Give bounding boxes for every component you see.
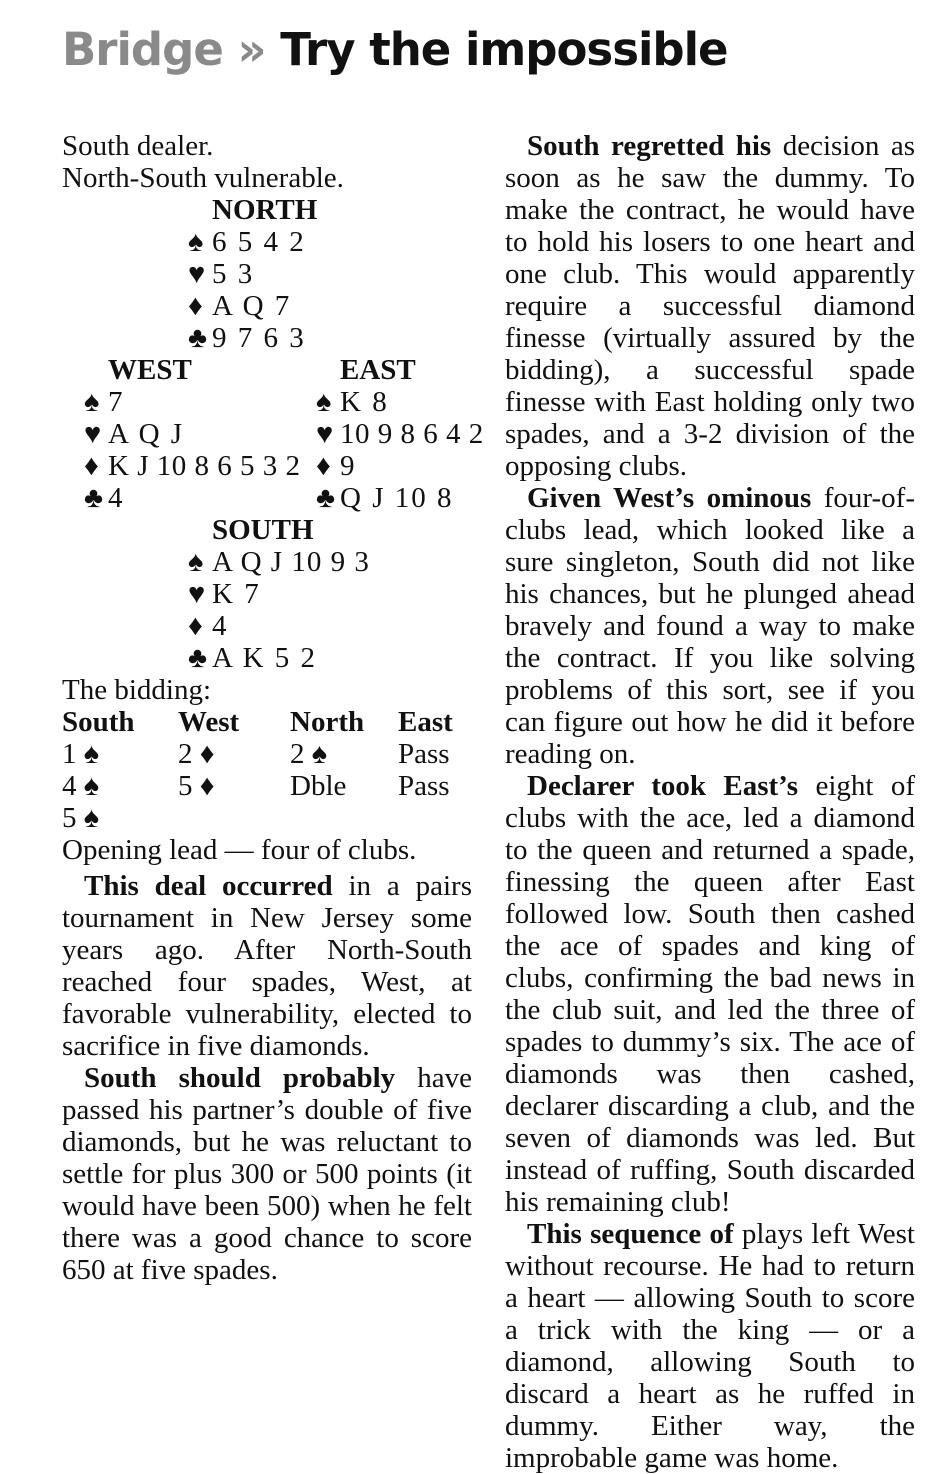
bidding-header-west: West [178, 706, 240, 738]
bidding-label: The bidding: [62, 674, 212, 706]
south-label: SOUTH [212, 514, 314, 546]
south-hearts: ♥ K 7 [188, 578, 261, 610]
bid-cell: 1 ♠ [62, 738, 100, 770]
opening-lead: Opening lead — four of clubs. [62, 834, 417, 866]
club-icon: ♣ [316, 482, 336, 514]
heart-icon: ♥ [84, 418, 102, 450]
north-hearts: ♥ 5 3 [188, 258, 255, 290]
east-label: EAST [340, 354, 416, 386]
section-label: Bridge [62, 23, 223, 76]
bid-cell: 5 ♦ [178, 770, 215, 802]
paragraph-lead: This deal occurred [84, 870, 333, 902]
paragraph-lead: Declarer took East’s [527, 770, 799, 802]
article-paragraph [505, 770, 915, 1218]
north-spades: ♠ 6 5 4 2 [188, 226, 306, 258]
article-paragraph [505, 130, 915, 482]
diamond-icon: ♦ [188, 290, 203, 322]
spade-icon: ♠ [84, 386, 100, 418]
east-clubs: ♣ Q J 10 8 [316, 482, 454, 514]
paragraph-text: plays left West without recourse. He had to return a heart — allowing South to score a trick with the king — or a diamond, allowing South to discard a heart as he ruffed in dummy. Either way, the improbable game was home. [505, 1218, 915, 1474]
bid-cell: 2 ♠ [290, 738, 328, 770]
paragraph-text: in a pairs tournament in New Jersey some years ago. After North-South reached four spades, West, at favorable vulnerability, elected to sacrifice in five diamonds. [62, 870, 472, 1062]
article-paragraph [505, 1218, 915, 1474]
paragraph-lead: South regretted his [527, 130, 772, 162]
north-diamonds: ♦ A Q 7 [188, 290, 292, 322]
bidding-header-east: East [398, 706, 453, 738]
heart-icon: ♥ [316, 418, 334, 450]
spade-icon: ♠ [316, 386, 332, 418]
club-icon: ♣ [188, 642, 208, 674]
bid-cell: Pass [398, 770, 450, 802]
paragraph-lead: This sequence of [527, 1218, 734, 1250]
article-paragraph [62, 1062, 472, 1286]
west-clubs: ♣ 4 [84, 482, 125, 514]
bid-cell: Pass [398, 738, 450, 770]
east-diamonds: ♦ 9 [316, 450, 357, 482]
west-spades: ♠ 7 [84, 386, 125, 418]
bidding-header-north: North [290, 706, 365, 738]
article-right-column [505, 130, 915, 1474]
south-spades: ♠ A Q J 10 9 3 [188, 546, 370, 578]
south-clubs: ♣ A K 5 2 [188, 642, 318, 674]
diamond-icon: ♦ [188, 610, 203, 642]
bid-cell: Dble [290, 770, 347, 802]
east-hearts: ♥ 10 9 8 6 4 2 [316, 418, 484, 450]
paragraph-lead: Given West’s ominous [527, 482, 812, 514]
vulnerability-line: North-South vulnerable. [62, 162, 344, 194]
spade-icon: ♠ [188, 546, 204, 578]
diamond-icon: ♦ [84, 450, 99, 482]
west-hearts: ♥ A Q J [84, 418, 185, 450]
diamond-icon: ♦ [316, 450, 331, 482]
club-icon: ♣ [84, 482, 104, 514]
north-label: NORTH [212, 194, 318, 226]
paragraph-text: have passed his partner’s double of five diamonds, but he was reluctant to settle for plus 300 or 500 points (it would have been 500) when he felt there was a good chance to score 650 at five spades. [62, 1062, 472, 1286]
paragraph-lead: South should probably [84, 1062, 396, 1094]
headline [62, 24, 728, 76]
south-diamonds: ♦ 4 [188, 610, 229, 642]
club-icon: ♣ [188, 322, 208, 354]
article-paragraph [505, 482, 915, 770]
article-paragraph [62, 870, 472, 1062]
headline-title: Try the impossible [280, 23, 728, 76]
bid-cell: 2 ♦ [178, 738, 215, 770]
paragraph-text: four-of-clubs lead, which looked like a sure singleton, South did not like his chances, but he plunged ahead bravely and found a way to make the contract. If you like solving problems of this sort, see if you can figure out how he did it before reading on. [505, 482, 915, 770]
heart-icon: ♥ [188, 578, 206, 610]
bid-cell: 5 ♠ [62, 802, 100, 834]
dealer-line: South dealer. [62, 130, 214, 162]
heart-icon: ♥ [188, 258, 206, 290]
west-diamonds: ♦ K J 10 8 6 5 3 2 [84, 450, 301, 482]
bid-cell: 4 ♠ [62, 770, 100, 802]
article-left-column [62, 870, 472, 1286]
bidding-header-south: South [62, 706, 135, 738]
west-label: WEST [108, 354, 192, 386]
east-spades: ♠ K 8 [316, 386, 389, 418]
section-separator: » [237, 23, 266, 76]
spade-icon: ♠ [188, 226, 204, 258]
paragraph-text: eight of clubs with the ace, led a diamond to the queen and returned a spade, finessing the queen after East followed low. South then cashed the ace of spades and king of clubs, confirming the bad news in the club suit, and led the three of spades to dummy’s six. The ace of diamonds was then cashed, declarer discarding a club, and the seven of diamonds was led. But instead of ruffing, South discarded his remaining club! [505, 770, 915, 1218]
north-clubs: ♣ 9 7 6 3 [188, 322, 306, 354]
paragraph-text: decision as soon as he saw the dummy. To make the contract, he would have to hold his losers to one heart and one club. This would apparently require a successful diamond finesse (virtually assured by the bidding), a successful spade finesse with East holding only two spades, and a 3-2 division of the opposing clubs. [505, 130, 915, 482]
